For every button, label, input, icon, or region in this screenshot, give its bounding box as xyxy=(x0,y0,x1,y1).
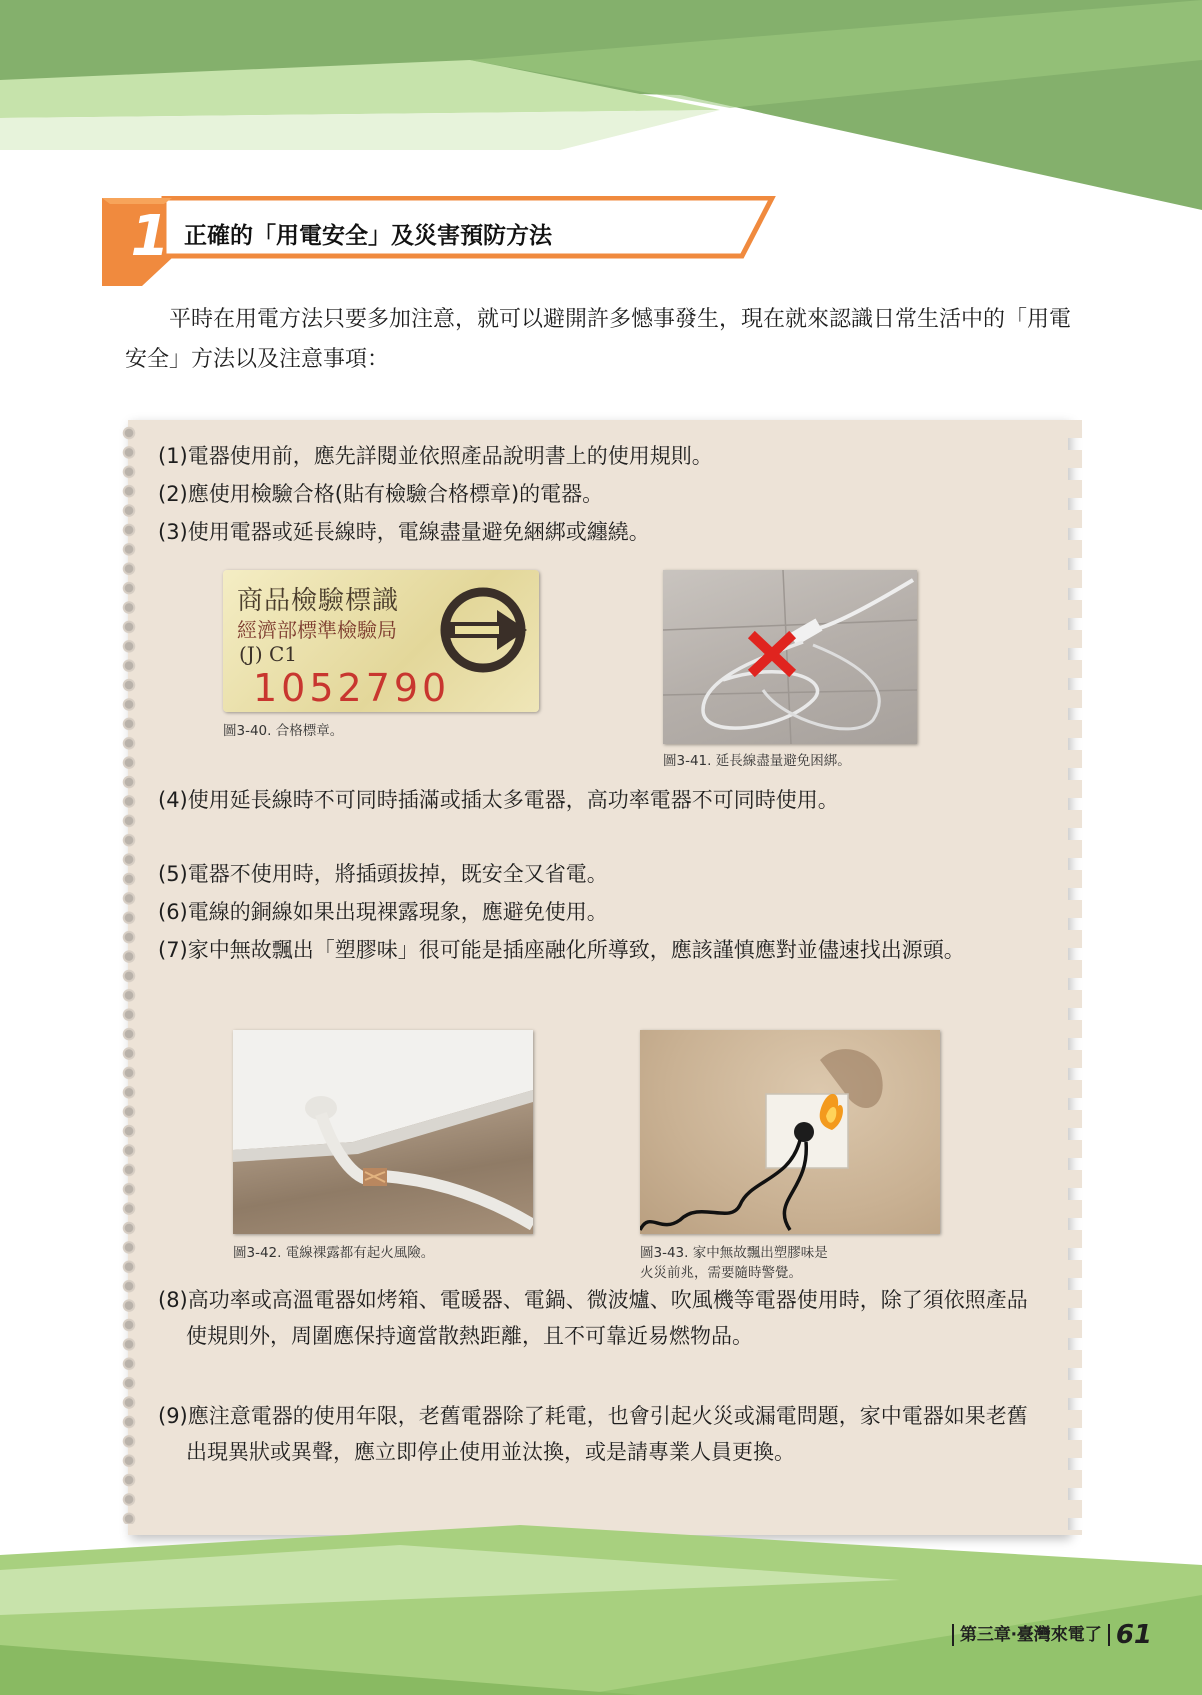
footer-decoration xyxy=(0,1525,1202,1695)
burning-socket-photo xyxy=(640,1030,940,1234)
safety-item-1: (1)電器使用前，應先詳閱並依照產品說明書上的使用規則。 xyxy=(158,444,713,468)
label-line2: 經濟部標準檢驗局 xyxy=(237,618,397,642)
spiral-binding-holes xyxy=(116,424,142,1524)
safety-item-4-text: (4)使用延長線時不可同時插滿或插太多電器，高功率電器不可同時使用。 xyxy=(158,788,839,812)
burning-socket-drawing xyxy=(640,1030,940,1234)
inspection-label-photo xyxy=(223,570,539,712)
header-decoration xyxy=(0,0,1202,220)
footer-separator-left xyxy=(952,1624,954,1646)
safety-item-9 xyxy=(158,1398,1048,1470)
inspection-mark-icon xyxy=(437,584,529,676)
tangled-cord-drawing xyxy=(663,570,917,744)
section-number: 1 xyxy=(130,204,170,269)
figure-3-42-caption: 圖3-42. 電線裸露都有起火風險。 xyxy=(233,1245,435,1261)
safety-item-7-text: (7)家中無故飄出「塑膠味」很可能是插座融化所導致，應該謹慎應對並儘速找出源頭。 xyxy=(158,938,965,962)
safety-item-2: (2)應使用檢驗合格(貼有檢驗合格標章)的電器。 xyxy=(158,482,604,506)
tangled-cord-photo xyxy=(663,570,917,744)
safety-item-7 xyxy=(158,932,1048,968)
page-number: 61 xyxy=(1115,1620,1152,1650)
figure-3-43-caption-line1: 圖3-43. 家中無故飄出塑膠味是 xyxy=(640,1245,828,1261)
chapter-title: 第三章‧臺灣來電了 xyxy=(959,1625,1102,1645)
exposed-wire-photo xyxy=(233,1030,533,1234)
intro-paragraph: 平時在用電方法只要多加注意，就可以避開許多憾事發生，現在就來認識日常生活中的「用電安全」方法以及注意事項： xyxy=(125,307,1072,372)
exposed-wire-drawing xyxy=(233,1030,533,1234)
label-number: 1052790 xyxy=(253,666,451,710)
safety-item-4 xyxy=(158,782,1048,818)
note-paper xyxy=(128,420,1068,1535)
page-footer xyxy=(946,1617,1152,1653)
safety-item-5: (5)電器不使用時，將插頭拔掉，既安全又省電。 xyxy=(158,862,608,886)
section-title: 正確的「用電安全」及災害預防方法 xyxy=(184,223,552,249)
safety-item-8-text: (8)高功率或高溫電器如烤箱、電暖器、電鍋、微波爐、吹風機等電器使用時，除了須依照產品使規則外，周圍應保持適當散熱距離，且不可靠近易燃物品。 xyxy=(158,1288,1028,1348)
figure-3-40-caption: 圖3-40. 合格標章。 xyxy=(223,723,344,739)
footer-separator-right xyxy=(1108,1624,1110,1646)
safety-item-3: (3)使用電器或延長線時，電線盡量避免綑綁或纏繞。 xyxy=(158,520,650,544)
label-line1: 商品檢驗標識 xyxy=(237,586,400,616)
safety-item-6: (6)電線的銅線如果出現裸露現象，應避免使用。 xyxy=(158,900,608,924)
section-heading xyxy=(102,196,782,286)
safety-item-9-text: (9)應注意電器的使用年限，老舊電器除了耗電，也會引起火災或漏電問題，家中電器如果老舊出現異狀或異聲，應立即停止使用並汰換，或是請專業人員更換。 xyxy=(158,1404,1028,1464)
figure-3-43-caption-line2: 火災前兆，需要隨時警覺。 xyxy=(640,1265,802,1281)
label-code: (J) C1 xyxy=(239,642,298,666)
figure-3-41-caption: 圖3-41. 延長線盡量避免困綁。 xyxy=(663,753,851,769)
safety-item-8 xyxy=(158,1282,1048,1354)
